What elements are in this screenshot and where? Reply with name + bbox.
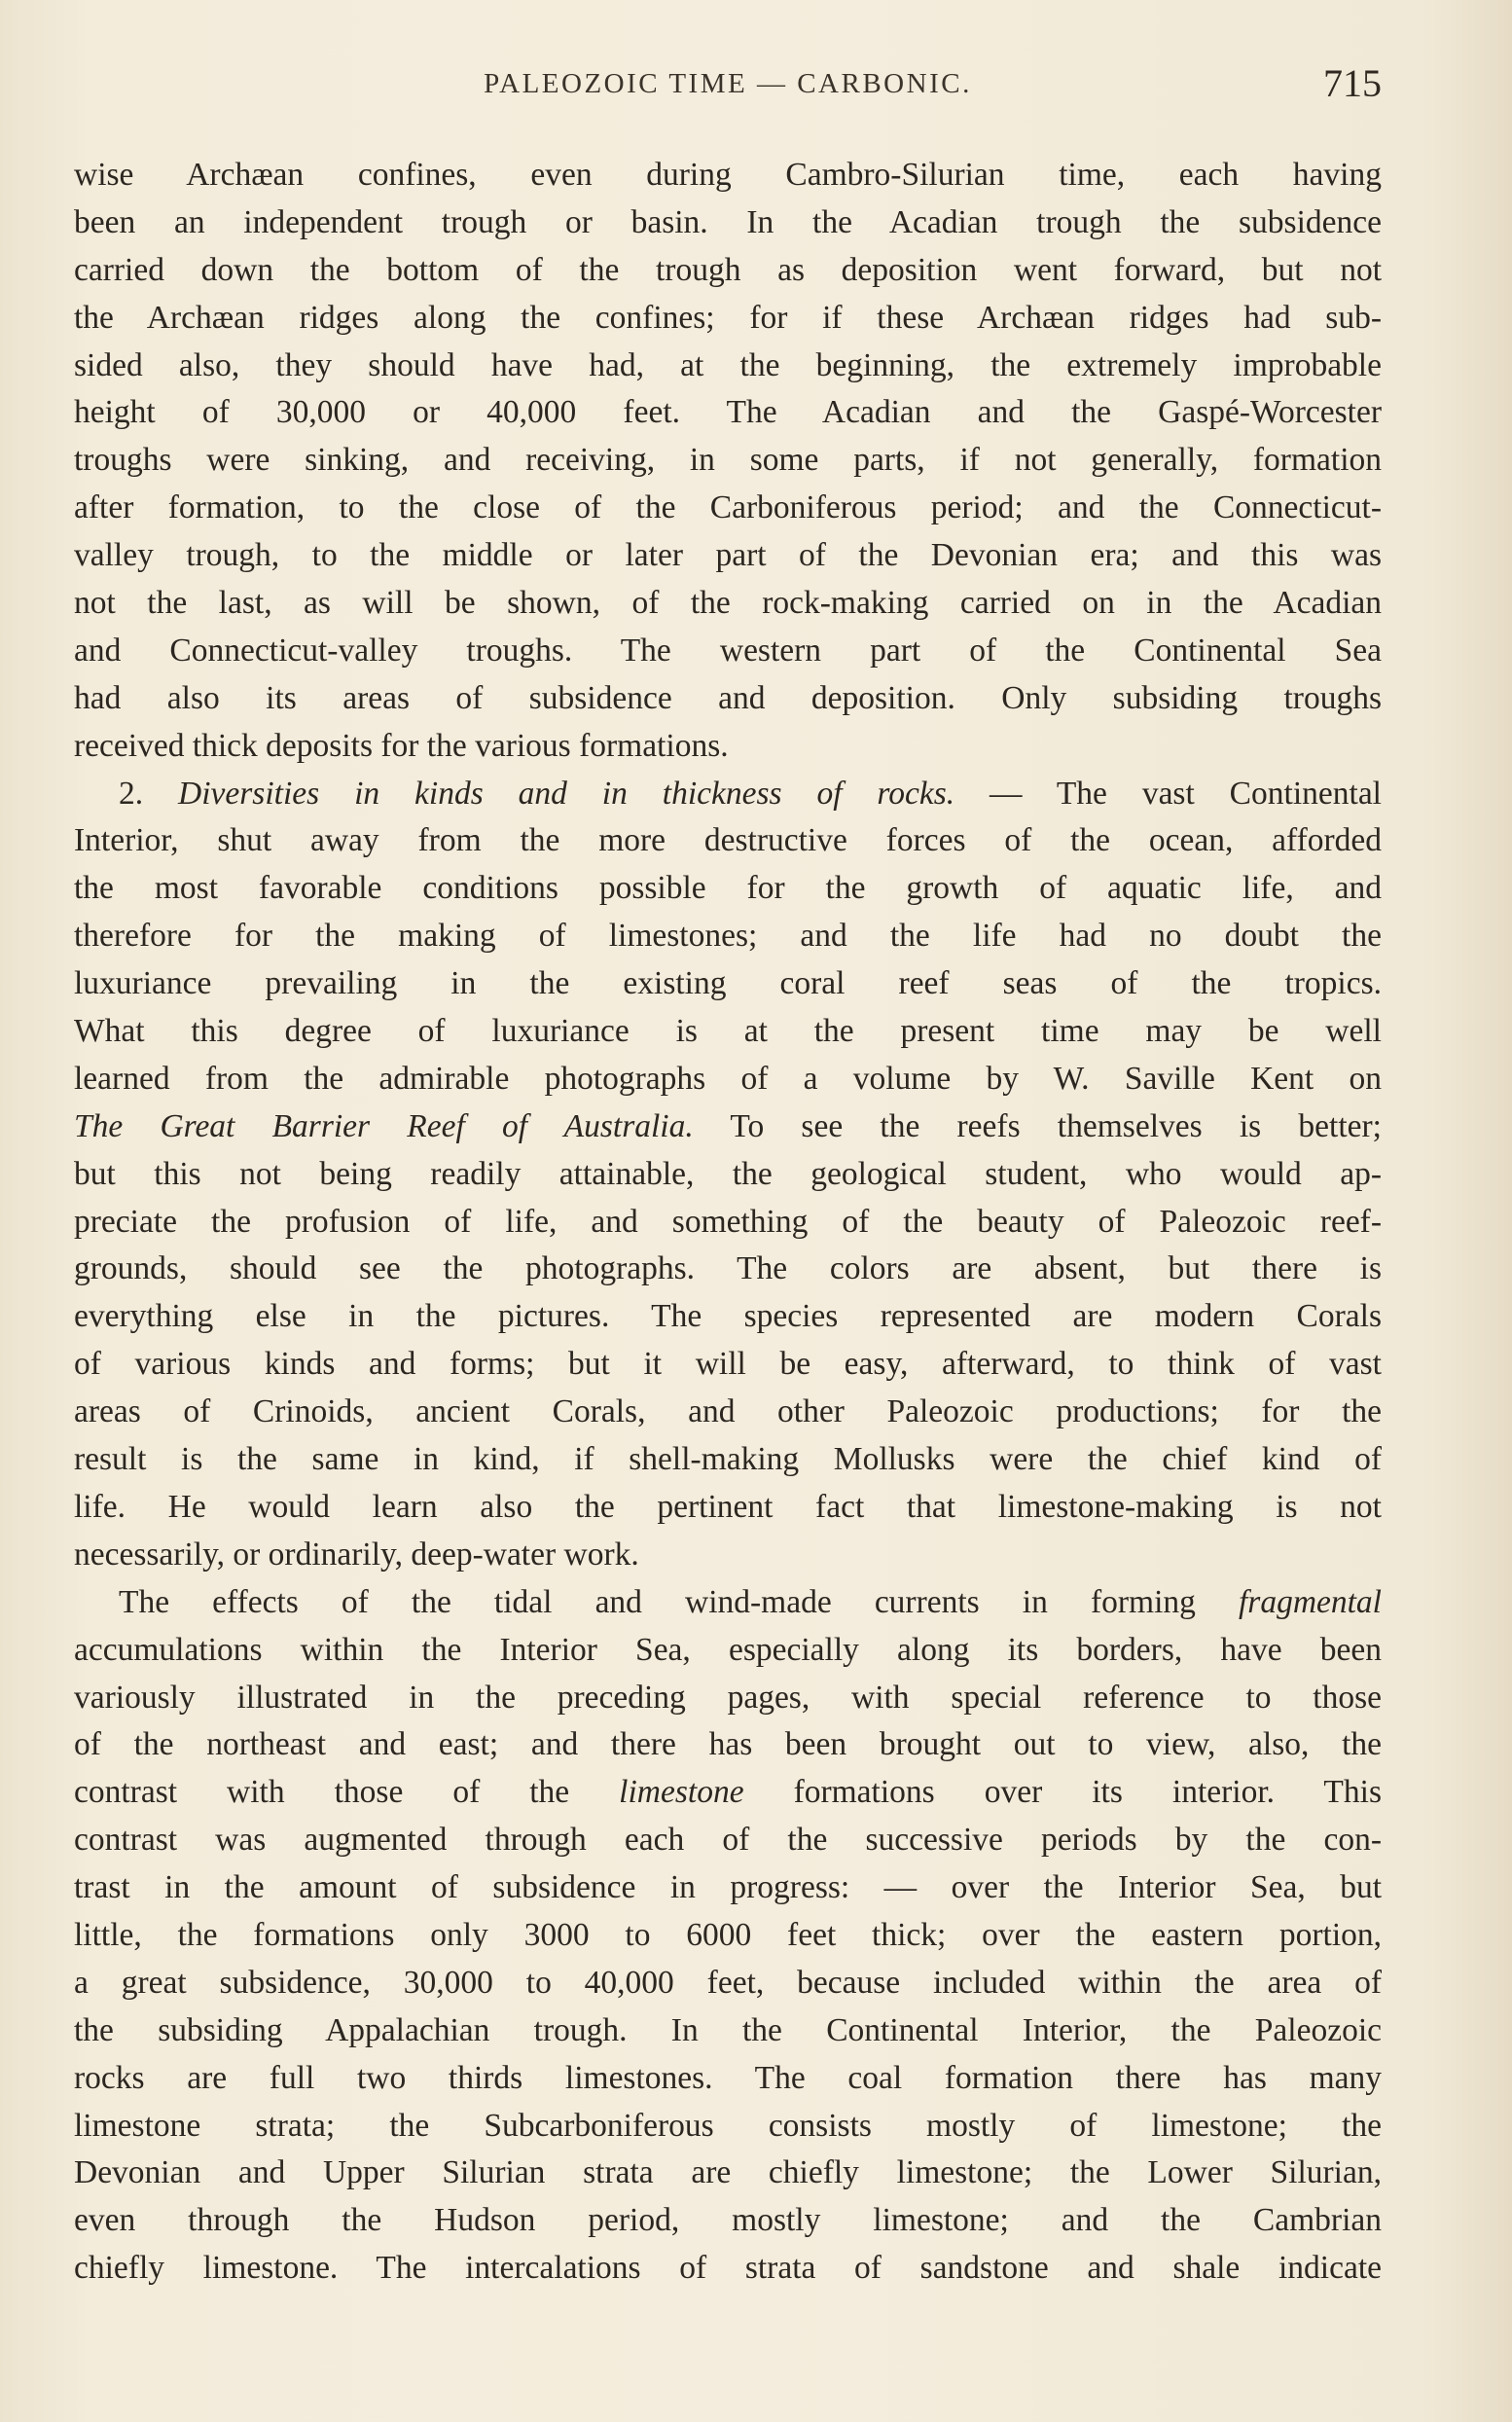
text-line: necessarily, or ordinarily, deep-water work. <box>74 1536 639 1572</box>
text-line: Interior, shut away from the more destructive forces of the ocean, afforded <box>74 822 1382 859</box>
text-line: received thick deposits for the various formations. <box>74 727 729 764</box>
text-line: result is the same in kind, if shell-making Mollusks were the chief kind of <box>74 1441 1382 1478</box>
text-line: sided also, they should have had, at the beginning, the extremely improbable <box>74 346 1382 383</box>
text-span: The effects of the tidal and wind-made currents in forming <box>119 1583 1239 1620</box>
text-line: trast in the amount of subsidence in progress: — over the Interior Sea, but <box>74 1869 1382 1906</box>
text-span: formations over its interior. This <box>743 1774 1382 1811</box>
book-title-line <box>74 1103 1382 1151</box>
text-span: — The vast Continental <box>954 775 1382 812</box>
text-line: been an independent trough or basin. In the Acadian trough the subsidence <box>74 203 1382 240</box>
text-line: of various kinds and forms; but it will be easy, afterward, to think of vast <box>74 1346 1382 1383</box>
text-line: not the last, as will be shown, of the rock-making carried on in the Acadian <box>74 585 1382 622</box>
book-title: The Great Barrier Reef of Australia. <box>74 1107 694 1144</box>
text-line: everything else in the pictures. The species represented are modern Corals <box>74 1298 1382 1335</box>
text-line: and Connecticut-valley troughs. The western part of the Continental Sea <box>74 632 1382 669</box>
text-line: luxuriance prevailing in the existing coral reef seas of the tropics. <box>74 965 1382 1002</box>
text-line: had also its areas of subsidence and deposition. Only subsiding troughs <box>74 679 1382 716</box>
text-line: chiefly limestone. The intercalations of strata of sandstone and shale indicate <box>74 2250 1382 2287</box>
text-line: limestone strata; the Subcarboniferous consists mostly of limestone; the <box>74 2107 1382 2144</box>
text-line: contrast was augmented through each of the successive periods by the con- <box>74 1822 1382 1859</box>
page-number: 715 <box>1323 61 1382 105</box>
running-head: PALEOZOIC TIME — CARBONIC. <box>484 68 972 99</box>
text-line: variously illustrated in the preceding pages, with special reference to those <box>74 1679 1382 1716</box>
text-line: little, the formations only 3000 to 6000 feet thick; over the eastern portion, <box>74 1916 1382 1953</box>
emphasis: limestone <box>619 1774 744 1811</box>
text-line: wise Archæan confines, even during Cambro-Silurian time, each having <box>74 157 1382 193</box>
text-line: of the northeast and east; and there has been brought out to view, also, the <box>74 1726 1382 1763</box>
text-line: valley trough, to the middle or later part of the Devonian era; and this was <box>74 537 1382 574</box>
text-line: the Archæan ridges along the confines; for if these Archæan ridges had sub- <box>74 299 1382 336</box>
section-heading-line <box>74 771 1382 818</box>
text-line: Devonian and Upper Silurian strata are chiefly limestone; the Lower Silurian, <box>74 2154 1382 2191</box>
emphasis: fragmental <box>1238 1583 1382 1620</box>
text-line: carried down the bottom of the trough as deposition went forward, but not <box>74 251 1382 288</box>
page-header <box>74 60 1382 119</box>
text-line: but this not being readily attainable, the geological student, who would ap- <box>74 1155 1382 1192</box>
text-line: What this degree of luxuriance is at the present time may be well <box>74 1013 1382 1050</box>
paragraph-start-line <box>74 1579 1382 1627</box>
text-line: even through the Hudson period, mostly limestone; and the Cambrian <box>74 2202 1382 2239</box>
text-span: 2. <box>119 775 179 812</box>
text-span: contrast with those of the <box>74 1774 620 1811</box>
text-line: the subsiding Appalachian trough. In the Continental Interior, the Paleozoic <box>74 2011 1382 2048</box>
text-line: accumulations within the Interior Sea, especially along its borders, have been <box>74 1631 1382 1668</box>
text-line: after formation, to the close of the Carboniferous period; and the Connecticut- <box>74 489 1382 526</box>
text-line: grounds, should see the photographs. The colors are absent, but there is <box>74 1250 1382 1287</box>
text-line: learned from the admirable photographs of a volume by W. Saville Kent on <box>74 1060 1382 1097</box>
text-line: preciate the profusion of life, and something of the beauty of Paleozoic reef- <box>74 1203 1382 1240</box>
text-span: To see the reefs themselves is better; <box>693 1107 1382 1144</box>
text-line: areas of Crinoids, ancient Corals, and other Paleozoic productions; for the <box>74 1393 1382 1430</box>
text-line: a great subsidence, 30,000 to 40,000 feet, because included within the area of <box>74 1964 1382 2001</box>
text-line: the most favorable conditions possible for the growth of aquatic life, and <box>74 870 1382 907</box>
section-heading: Diversities in kinds and in thickness of rocks. <box>178 775 955 812</box>
emphasis-line <box>74 1769 1382 1817</box>
text-line: height of 30,000 or 40,000 feet. The Acadian and the Gaspé-Worcester <box>74 394 1382 431</box>
text-line: life. He would learn also the pertinent fact that limestone-making is not <box>74 1488 1382 1525</box>
text-line: rocks are full two thirds limestones. The coal formation there has many <box>74 2059 1382 2096</box>
text-line: troughs were sinking, and receiving, in some parts, if not generally, formation <box>74 442 1382 479</box>
body-text <box>74 152 1382 2293</box>
text-line: therefore for the making of limestones; and the life had no doubt the <box>74 918 1382 955</box>
